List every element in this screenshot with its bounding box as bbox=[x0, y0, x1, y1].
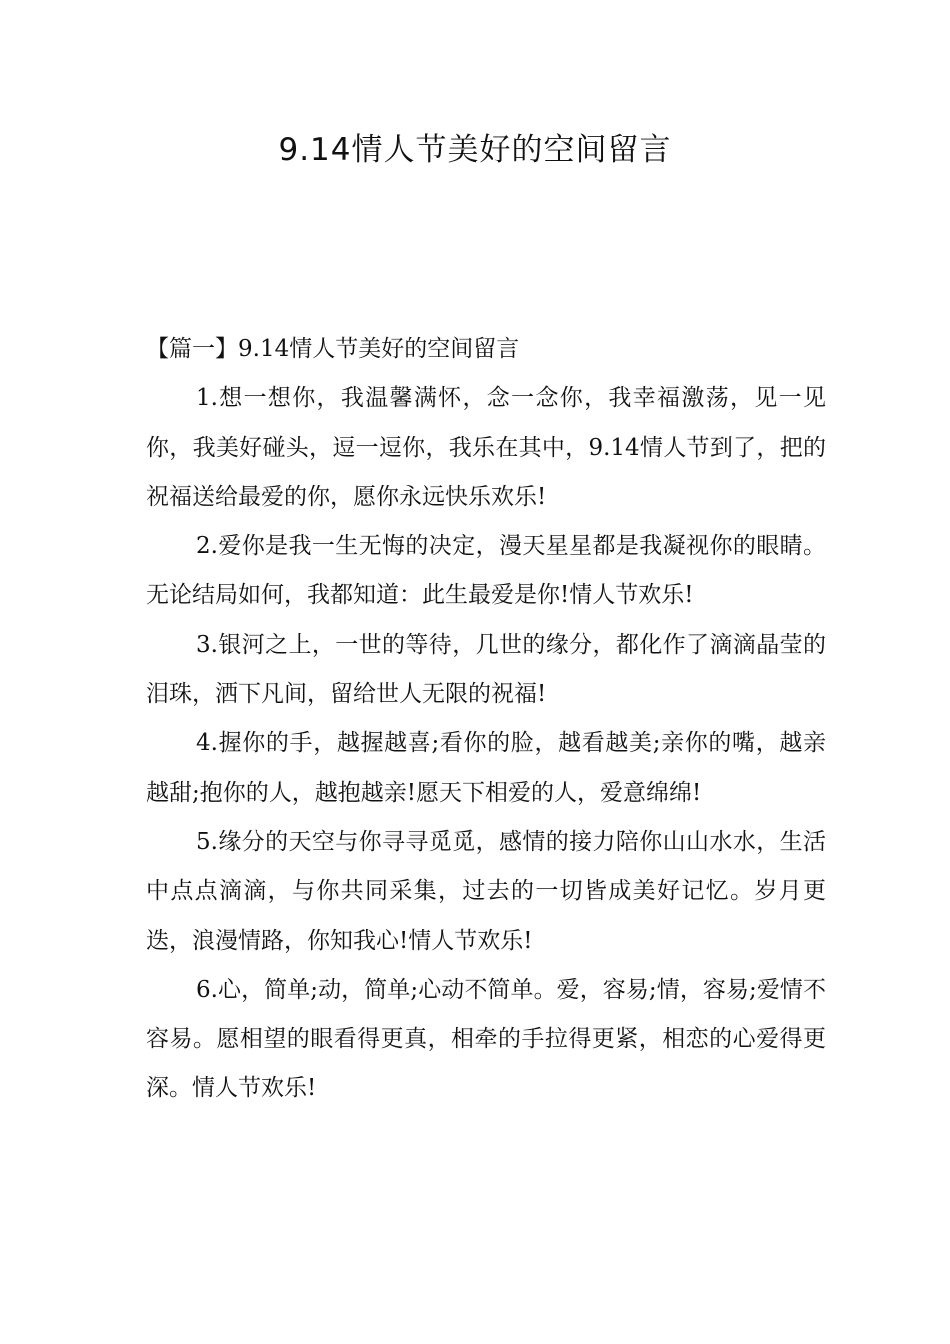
paragraph-2: 2.爱你是我一生无悔的决定，漫天星星都是我凝视你的眼睛。无论结局如何，我都知道：此生最爱是你!情人节欢乐! bbox=[146, 533, 826, 609]
paragraph-4: 4.握你的手，越握越喜;看你的脸，越看越美;亲你的嘴，越亲越甜;抱你的人，越抱越亲!愿天下相爱的人，爱意绵绵! bbox=[146, 730, 826, 806]
paragraph-6: 6.心，简单;动，简单;心动不简单。爱，容易;情，容易;爱情不容易。愿相望的眼看得更真，相牵的手拉得更紧，相恋的心爱得更深。情人节欢乐! bbox=[146, 976, 826, 1102]
document-body bbox=[146, 325, 826, 1114]
document-title: 9.14情人节美好的空间留言 bbox=[278, 132, 672, 168]
paragraph-1: 1.想一想你，我温馨满怀，念一念你，我幸福激荡，见一见你，我美好碰头，逗一逗你，我乐在其中，9.14情人节到了，把的祝福送给最爱的你，愿你永远快乐欢乐! bbox=[146, 385, 826, 510]
paragraph-3: 3.银河之上，一世的等待，几世的缘分，都化作了滴滴晶莹的泪珠，洒下凡间，留给世人无限的祝福! bbox=[146, 631, 826, 708]
section-heading: 【篇一】9.14情人节美好的空间留言 bbox=[146, 336, 520, 362]
paragraph-5: 5.缘分的天空与你寻寻觅觅，感情的接力陪你山山水水，生活中点点滴滴，与你共同采集，过去的一切皆成美好记忆。岁月更迭，浪漫情路，你知我心!情人节欢乐! bbox=[146, 828, 826, 954]
